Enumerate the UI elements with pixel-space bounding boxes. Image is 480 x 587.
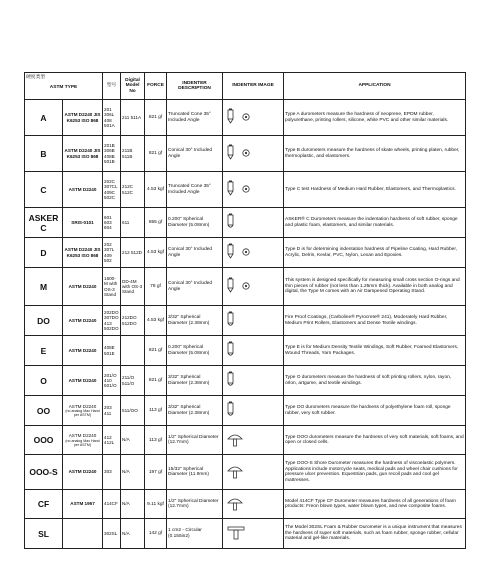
cell-digital-model: 211 511A xyxy=(121,100,145,136)
cell-standard: SRIS-0101 xyxy=(63,208,103,238)
spherical-indenter-icon xyxy=(224,371,264,389)
table-row xyxy=(25,100,466,136)
cell-model: 414CF xyxy=(103,490,121,519)
cell-force: 9.11 kgf xyxy=(145,490,167,519)
cell-standard xyxy=(63,519,103,549)
cell-indenter-description: 3/32" Spherical Diameter (2.38mm) xyxy=(167,306,223,336)
header-application: APPLICATION xyxy=(284,73,466,100)
cell-digital-model: 611 xyxy=(121,208,145,238)
cell-indenter-description: Conical 30° Included Angle xyxy=(167,268,223,306)
cell-indenter-image xyxy=(223,336,284,366)
cell-indenter-image xyxy=(223,136,284,172)
cell-application: Type B durometers measure the hardness of skate wheels, printing platen, rubber, thermoplastic, and elastomers. xyxy=(284,136,466,172)
header-model: 型号 xyxy=(103,73,121,100)
cell-model: 408E 501E xyxy=(103,336,121,366)
cell-application: Model 414CF Type CF Durometer measures hardness of all generations of foam products: Freon blown types, water blown types, and new composite foams. xyxy=(284,490,466,519)
durometer-type-table xyxy=(24,72,466,549)
cell-standard: ASTM D2240 (no analog Max Hand per ASTM) xyxy=(63,396,103,426)
cell-indenter-description: 3/32" Spherical Diameter (2.38mm) xyxy=(167,366,223,396)
spherical-indenter-icon xyxy=(224,311,264,329)
cell-model: 203 411 xyxy=(103,396,121,426)
mushroom-indenter-icon xyxy=(224,431,264,449)
table-row xyxy=(25,306,466,336)
cell-digital-model: 211B 511B xyxy=(121,136,145,172)
conical-indenter-icon xyxy=(224,243,264,261)
cell-standard: ASTM D2240 xyxy=(63,455,103,490)
cell-application: Fire Proof Coatings, (Carboline® Pyrocrete® 241), Moderately Hard Rubber, Medium Print Rollers, Elastomers and Dense Textile windings. xyxy=(284,306,466,336)
cell-standard: ASTM D2240 JIS K6253 ISO 868 xyxy=(63,100,103,136)
cell-indenter-image xyxy=(223,396,284,426)
cell-application: Type O durometers measure the hardness of soft printing rollers, nylon, rayon, orlon, artgume, and textile windings. xyxy=(284,366,466,396)
cell-type: OOO-S xyxy=(25,455,63,490)
table-row xyxy=(25,238,466,268)
table-row xyxy=(25,366,466,396)
cell-force: 821 gf xyxy=(145,100,167,136)
cell-type: ASKER C xyxy=(25,208,63,238)
table-row xyxy=(25,336,466,366)
spherical-indenter-icon xyxy=(224,401,264,419)
cell-application: Type D is for determining indentation hardness of Pipeline Coating, Hard Rubber, Acrylic, Delrin, Kevlar, PVC, Nylon, Lexan and Epoxies. xyxy=(284,238,466,268)
mushroom-indenter-icon xyxy=(224,463,264,481)
cell-digital-model: N/A xyxy=(121,426,145,455)
cell-standard: ASTM D2240 xyxy=(63,306,103,336)
cell-type: E xyxy=(25,336,63,366)
cell-indenter-image xyxy=(223,426,284,455)
cell-indenter-image xyxy=(223,208,284,238)
cell-standard: ASTM 1957 xyxy=(63,490,103,519)
cell-force: 855 gf xyxy=(145,208,167,238)
table-row xyxy=(25,172,466,208)
cell-digital-model xyxy=(121,336,145,366)
header-indenter-image: INDENTER IMAGE xyxy=(223,73,284,100)
table-row xyxy=(25,490,466,519)
cell-force: 4.53 kgf xyxy=(145,238,167,268)
truncated-cone-indenter-icon xyxy=(224,108,264,126)
cell-indenter-image xyxy=(223,100,284,136)
table-row xyxy=(25,426,466,455)
cell-type: DO xyxy=(25,306,63,336)
cell-standard: ASTM D2240 (no analog Max Hand per ASTM) xyxy=(63,426,103,455)
header-force: FORCE xyxy=(145,73,167,100)
cell-type: D xyxy=(25,238,63,268)
cell-application: Type E is for Medium Density Textile Windings, Soft Rubber, Foamed Elastomers, Wound Threads, Yarn Packages. xyxy=(284,336,466,366)
cell-model: 202C 307CL 409C 502C xyxy=(103,172,121,208)
cell-indenter-image xyxy=(223,366,284,396)
cell-standard: ASTM D2240 xyxy=(63,336,103,366)
cell-digital-model: DD-4M with OS-3 Stand xyxy=(121,268,145,306)
cell-indenter-image xyxy=(223,172,284,208)
cell-digital-model: N/A xyxy=(121,455,145,490)
standard-note: (no analog Max Hand per ASTM) xyxy=(65,438,100,447)
cell-indenter-description: Conical 30° Included Angle xyxy=(167,136,223,172)
cell-standard: ASTM D2240 JIS K6253 ISO 868 xyxy=(63,238,103,268)
cell-type: B xyxy=(25,136,63,172)
conical-indenter-icon xyxy=(224,144,264,162)
table-row xyxy=(25,208,466,238)
cell-indenter-description: Truncated Cone 35° Included Angle xyxy=(167,172,223,208)
cell-digital-model: 212DO 512DO xyxy=(121,306,145,336)
cell-application: Type OOO-S Shore Durometer measures the hardness of viscoelastic polymers. Applications include motorcycle seats, medical pads and wheel chair cushions for pressure ulcer prevention. Equestrian pads, gun recoil pads and cool gel mattresses. xyxy=(284,455,466,490)
table-row xyxy=(25,455,466,490)
cell-model: 202 307L 409 502 xyxy=(103,238,121,268)
truncated-cone-indenter-icon xyxy=(224,180,264,198)
cell-indenter-image xyxy=(223,238,284,268)
cell-digital-model: 511/OO xyxy=(121,396,145,426)
cell-digital-model: N/A xyxy=(121,490,145,519)
mushroom-indenter-icon xyxy=(224,495,264,513)
cell-application: Type C test Hardness of Medium Hard Rubber, Elastomers, and Thermoplastics. xyxy=(284,172,466,208)
cell-indenter-description: 1/2" Spherical Diameter (12.7mm) xyxy=(167,426,223,455)
cell-indenter-description: 3/32" Spherical Diameter (2.38mm) xyxy=(167,396,223,426)
header-indenter-description: INDENTER DESCRIPTION xyxy=(167,73,223,100)
cell-model: 201B 306B 408B 501B xyxy=(103,136,121,172)
cell-indenter-description: 15/32" Spherical Diameter (11.9mm) xyxy=(167,455,223,490)
table-row xyxy=(25,519,466,549)
table-row xyxy=(25,268,466,306)
cell-indenter-image xyxy=(223,268,284,306)
table-row xyxy=(25,136,466,172)
cell-model: 601 603 604 xyxy=(103,208,121,238)
cell-type: A xyxy=(25,100,63,136)
cell-model: 1600-M with OS-3 Stand xyxy=(103,268,121,306)
spherical-indenter-icon xyxy=(224,341,264,359)
cell-force: 821 gf xyxy=(145,136,167,172)
cell-application: This system is designed specifically for measuring small cross section O-rings and thin pieces of rubber (not less than 1.25mm thick). Available in both analog and digital, the Type M comes with an Air Dampened Operating Stand. xyxy=(284,268,466,306)
cell-type: CF xyxy=(25,490,63,519)
cell-indenter-description: 1/2" Spherical Diameter (12.7mm) xyxy=(167,490,223,519)
cell-indenter-description: Conical 30° Included Angle xyxy=(167,238,223,268)
cell-digital-model: 212C 512C xyxy=(121,172,145,208)
cell-indenter-image xyxy=(223,455,284,490)
cell-type: C xyxy=(25,172,63,208)
cell-standard: ASTM D2240 xyxy=(63,268,103,306)
cell-force: 113 gf xyxy=(145,426,167,455)
flat-foot-indenter-icon xyxy=(224,524,264,542)
cell-application: Type A durometers measure the hardness of neoprene, EPDM rubber, polyurethane, printing rollers, silicone, white PVC and other similar materials. xyxy=(284,100,466,136)
cell-force: 142 gf xyxy=(145,519,167,549)
cell-type: O xyxy=(25,366,63,396)
cell-type: SL xyxy=(25,519,63,549)
cell-standard: ASTM D2240 xyxy=(63,172,103,208)
standard-note: (no analog Max Hand per ASTM) xyxy=(65,409,100,418)
spherical-indenter-icon xyxy=(224,213,264,231)
cell-model: 201 306L 408 501A xyxy=(103,100,121,136)
table-row xyxy=(25,396,466,426)
cell-force: 113 gf xyxy=(145,396,167,426)
cell-digital-model: 211/O 511/O xyxy=(121,366,145,396)
conical-indenter-icon xyxy=(224,277,264,295)
cell-type: M xyxy=(25,268,63,306)
cell-type: OO xyxy=(25,396,63,426)
cell-digital-model: 212 512D xyxy=(121,238,145,268)
cell-standard: ASTM D2240 JIS K6253 ISO 868 xyxy=(63,136,103,172)
cell-force: 197 gf xyxy=(145,455,167,490)
cell-application: Type OOO durometers measure the hardness of very soft materials, soft foams, and open or closed cells. xyxy=(284,426,466,455)
cell-model: 302SL xyxy=(103,519,121,549)
cell-model: 202DO 307DO 413 502DO xyxy=(103,306,121,336)
table-header-row xyxy=(25,73,466,100)
cell-application: Type OO durometers measure the hardness of polyethylene foam roll, sponge rubber, very soft rubber. xyxy=(284,396,466,426)
cell-force: 4.53 kgf xyxy=(145,172,167,208)
cell-indenter-description: 0.200" Spherical Diameter (5.08mm) xyxy=(167,208,223,238)
cell-indenter-image xyxy=(223,306,284,336)
cell-force: 821 gf xyxy=(145,366,167,396)
header-digital-model: Digital Model No xyxy=(121,73,145,100)
cell-digital-model: N/A xyxy=(121,519,145,549)
cell-indenter-description: 0.200" Spherical Diameter (5.08mm) xyxy=(167,336,223,366)
cell-standard: ASTM D2240 xyxy=(63,366,103,396)
cell-force: 4.53 kgf xyxy=(145,306,167,336)
header-astm-type: 硬度类型 ASTM TYPE xyxy=(25,73,103,100)
cell-indenter-image xyxy=(223,519,284,549)
cell-model: 201/O 410 501/O xyxy=(103,366,121,396)
cell-indenter-description: 1 cm2 - Circular (0.155in2) xyxy=(167,519,223,549)
cell-force: 78 gf xyxy=(145,268,167,306)
cell-model: 412 412L xyxy=(103,426,121,455)
cell-model: 303 xyxy=(103,455,121,490)
cell-force: 821 gf xyxy=(145,336,167,366)
cell-application: The Model 302SL Foam & Rubber Durometer is a unique instrument that measures the hardness of super soft materials, such as foam rubber, sponge rubber, cellular material and gel-like materials. xyxy=(284,519,466,549)
cell-indenter-image xyxy=(223,490,284,519)
cell-indenter-description: Truncated Cone 35° Included Angle xyxy=(167,100,223,136)
cell-type: OOO xyxy=(25,426,63,455)
cell-application: ASKER® C Durometers measure the indentation hardness of soft rubber, sponge and plastic foam, elastomers, and similar materials. xyxy=(284,208,466,238)
